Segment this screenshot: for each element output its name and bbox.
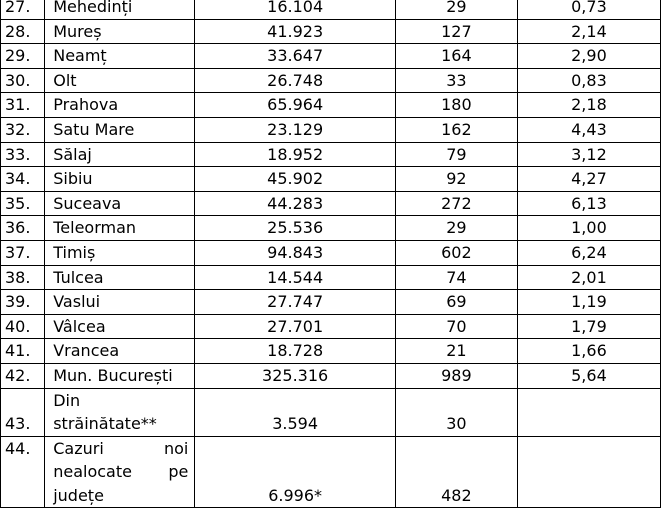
row-value-3: 2,01 <box>517 265 660 290</box>
row-value-2: 164 <box>395 44 517 69</box>
table-row <box>1 290 661 315</box>
row-value-3: 1,66 <box>517 339 660 364</box>
row-value-1: 27.747 <box>195 290 396 315</box>
row-index: 32. <box>1 117 45 142</box>
row-name: Vâlcea <box>45 314 195 339</box>
row-value-2: 69 <box>395 290 517 315</box>
row-value-2: 29 <box>395 216 517 241</box>
row-name-line-2: străinătate** <box>53 414 157 434</box>
row-index: 38. <box>1 265 45 290</box>
row-value-3: 6,24 <box>517 240 660 265</box>
row-name-word: Cazuri <box>53 438 104 458</box>
row-name: Vrancea <box>45 339 195 364</box>
row-index: 36. <box>1 216 45 241</box>
table-row <box>1 167 661 192</box>
row-name: Timiș <box>45 240 195 265</box>
row-value-1: 94.843 <box>195 240 396 265</box>
row-value-3: 2,14 <box>517 19 660 44</box>
row-index: 40. <box>1 314 45 339</box>
row-name: Mureș <box>45 19 195 44</box>
row-value-1: 325.316 <box>195 363 396 388</box>
row-value-3: 3,12 <box>517 142 660 167</box>
row-value-2: 127 <box>395 19 517 44</box>
row-index: 42. <box>1 363 45 388</box>
row-value-3: 0,83 <box>517 68 660 93</box>
row-value-2: 33 <box>395 68 517 93</box>
row-name-line-3: județe <box>53 485 104 505</box>
table-row <box>1 19 661 44</box>
row-index: 33. <box>1 142 45 167</box>
row-value-3 <box>517 388 660 436</box>
row-value-3: 1,19 <box>517 290 660 315</box>
row-index: 34. <box>1 167 45 192</box>
row-value-2: 29 <box>395 0 517 19</box>
table-row <box>1 117 661 142</box>
row-value-1: 65.964 <box>195 93 396 118</box>
row-value-1: 16.104 <box>195 0 396 19</box>
row-name: Neamț <box>45 44 195 69</box>
table-row <box>1 44 661 69</box>
row-value-2: 74 <box>395 265 517 290</box>
row-value-1: 18.952 <box>195 142 396 167</box>
row-name-word: noi <box>163 438 189 458</box>
row-value-3: 0,73 <box>517 0 660 19</box>
row-name-word: pe <box>168 462 189 482</box>
row-value-2: 92 <box>395 167 517 192</box>
row-name-line-1: Din <box>53 390 81 410</box>
row-index: 37. <box>1 240 45 265</box>
table-row <box>1 68 661 93</box>
row-index <box>1 436 45 508</box>
row-value-2: 482 <box>395 436 517 508</box>
row-name: Olt <box>45 68 195 93</box>
row-value-3: 4,43 <box>517 117 660 142</box>
table-row <box>1 363 661 388</box>
row-name <box>45 436 195 508</box>
table-row <box>1 314 661 339</box>
row-name: Mun. București <box>45 363 195 388</box>
row-value-3 <box>517 436 660 508</box>
row-value-1: 18.728 <box>195 339 396 364</box>
row-value-2: 21 <box>395 339 517 364</box>
row-value-3: 2,90 <box>517 44 660 69</box>
row-value-3: 1,00 <box>517 216 660 241</box>
table-row <box>1 93 661 118</box>
row-name: Suceava <box>45 191 195 216</box>
table-row <box>1 339 661 364</box>
table-row-43 <box>1 388 661 436</box>
table-row <box>1 142 661 167</box>
row-name-word: nealocate <box>53 462 132 482</box>
table-row <box>1 0 661 19</box>
table-row <box>1 265 661 290</box>
row-value-1: 6.996* <box>195 436 396 508</box>
row-index: 41. <box>1 339 45 364</box>
row-value-1: 26.748 <box>195 68 396 93</box>
row-name: Prahova <box>45 93 195 118</box>
row-value-1: 3.594 <box>195 388 396 436</box>
row-value-3: 5,64 <box>517 363 660 388</box>
row-name-line-1 <box>53 437 188 461</box>
row-value-2: 989 <box>395 363 517 388</box>
row-index: 39. <box>1 290 45 315</box>
row-value-1: 33.647 <box>195 44 396 69</box>
row-name: Teleorman <box>45 216 195 241</box>
row-value-1: 27.701 <box>195 314 396 339</box>
row-index: 35. <box>1 191 45 216</box>
row-value-1: 14.544 <box>195 265 396 290</box>
row-value-2: 602 <box>395 240 517 265</box>
table-row <box>1 216 661 241</box>
row-index-text: 44. <box>5 438 31 458</box>
row-value-2: 272 <box>395 191 517 216</box>
row-value-1: 44.283 <box>195 191 396 216</box>
row-value-1: 41.923 <box>195 19 396 44</box>
row-value-3: 4,27 <box>517 167 660 192</box>
row-index: 27. <box>1 0 45 19</box>
row-value-2: 70 <box>395 314 517 339</box>
row-name: Tulcea <box>45 265 195 290</box>
row-name: Vaslui <box>45 290 195 315</box>
row-name: Sibiu <box>45 167 195 192</box>
row-value-2: 79 <box>395 142 517 167</box>
row-value-1: 45.902 <box>195 167 396 192</box>
table-row <box>1 240 661 265</box>
row-name: Satu Mare <box>45 117 195 142</box>
row-value-3: 1,79 <box>517 314 660 339</box>
row-index: 31. <box>1 93 45 118</box>
row-value-2: 162 <box>395 117 517 142</box>
row-name: Mehedinți <box>45 0 195 19</box>
row-name: Sălaj <box>45 142 195 167</box>
table-row <box>1 191 661 216</box>
table-row-44 <box>1 436 661 508</box>
row-index: 43. <box>1 388 45 436</box>
row-index: 28. <box>1 19 45 44</box>
row-index: 29. <box>1 44 45 69</box>
row-name-line-2 <box>53 460 188 484</box>
row-name <box>45 388 195 436</box>
row-value-2: 180 <box>395 93 517 118</box>
row-value-1: 25.536 <box>195 216 396 241</box>
row-index: 30. <box>1 68 45 93</box>
row-value-3: 2,18 <box>517 93 660 118</box>
row-value-2: 30 <box>395 388 517 436</box>
row-value-1: 23.129 <box>195 117 396 142</box>
table-body <box>1 0 661 508</box>
row-value-3: 6,13 <box>517 191 660 216</box>
